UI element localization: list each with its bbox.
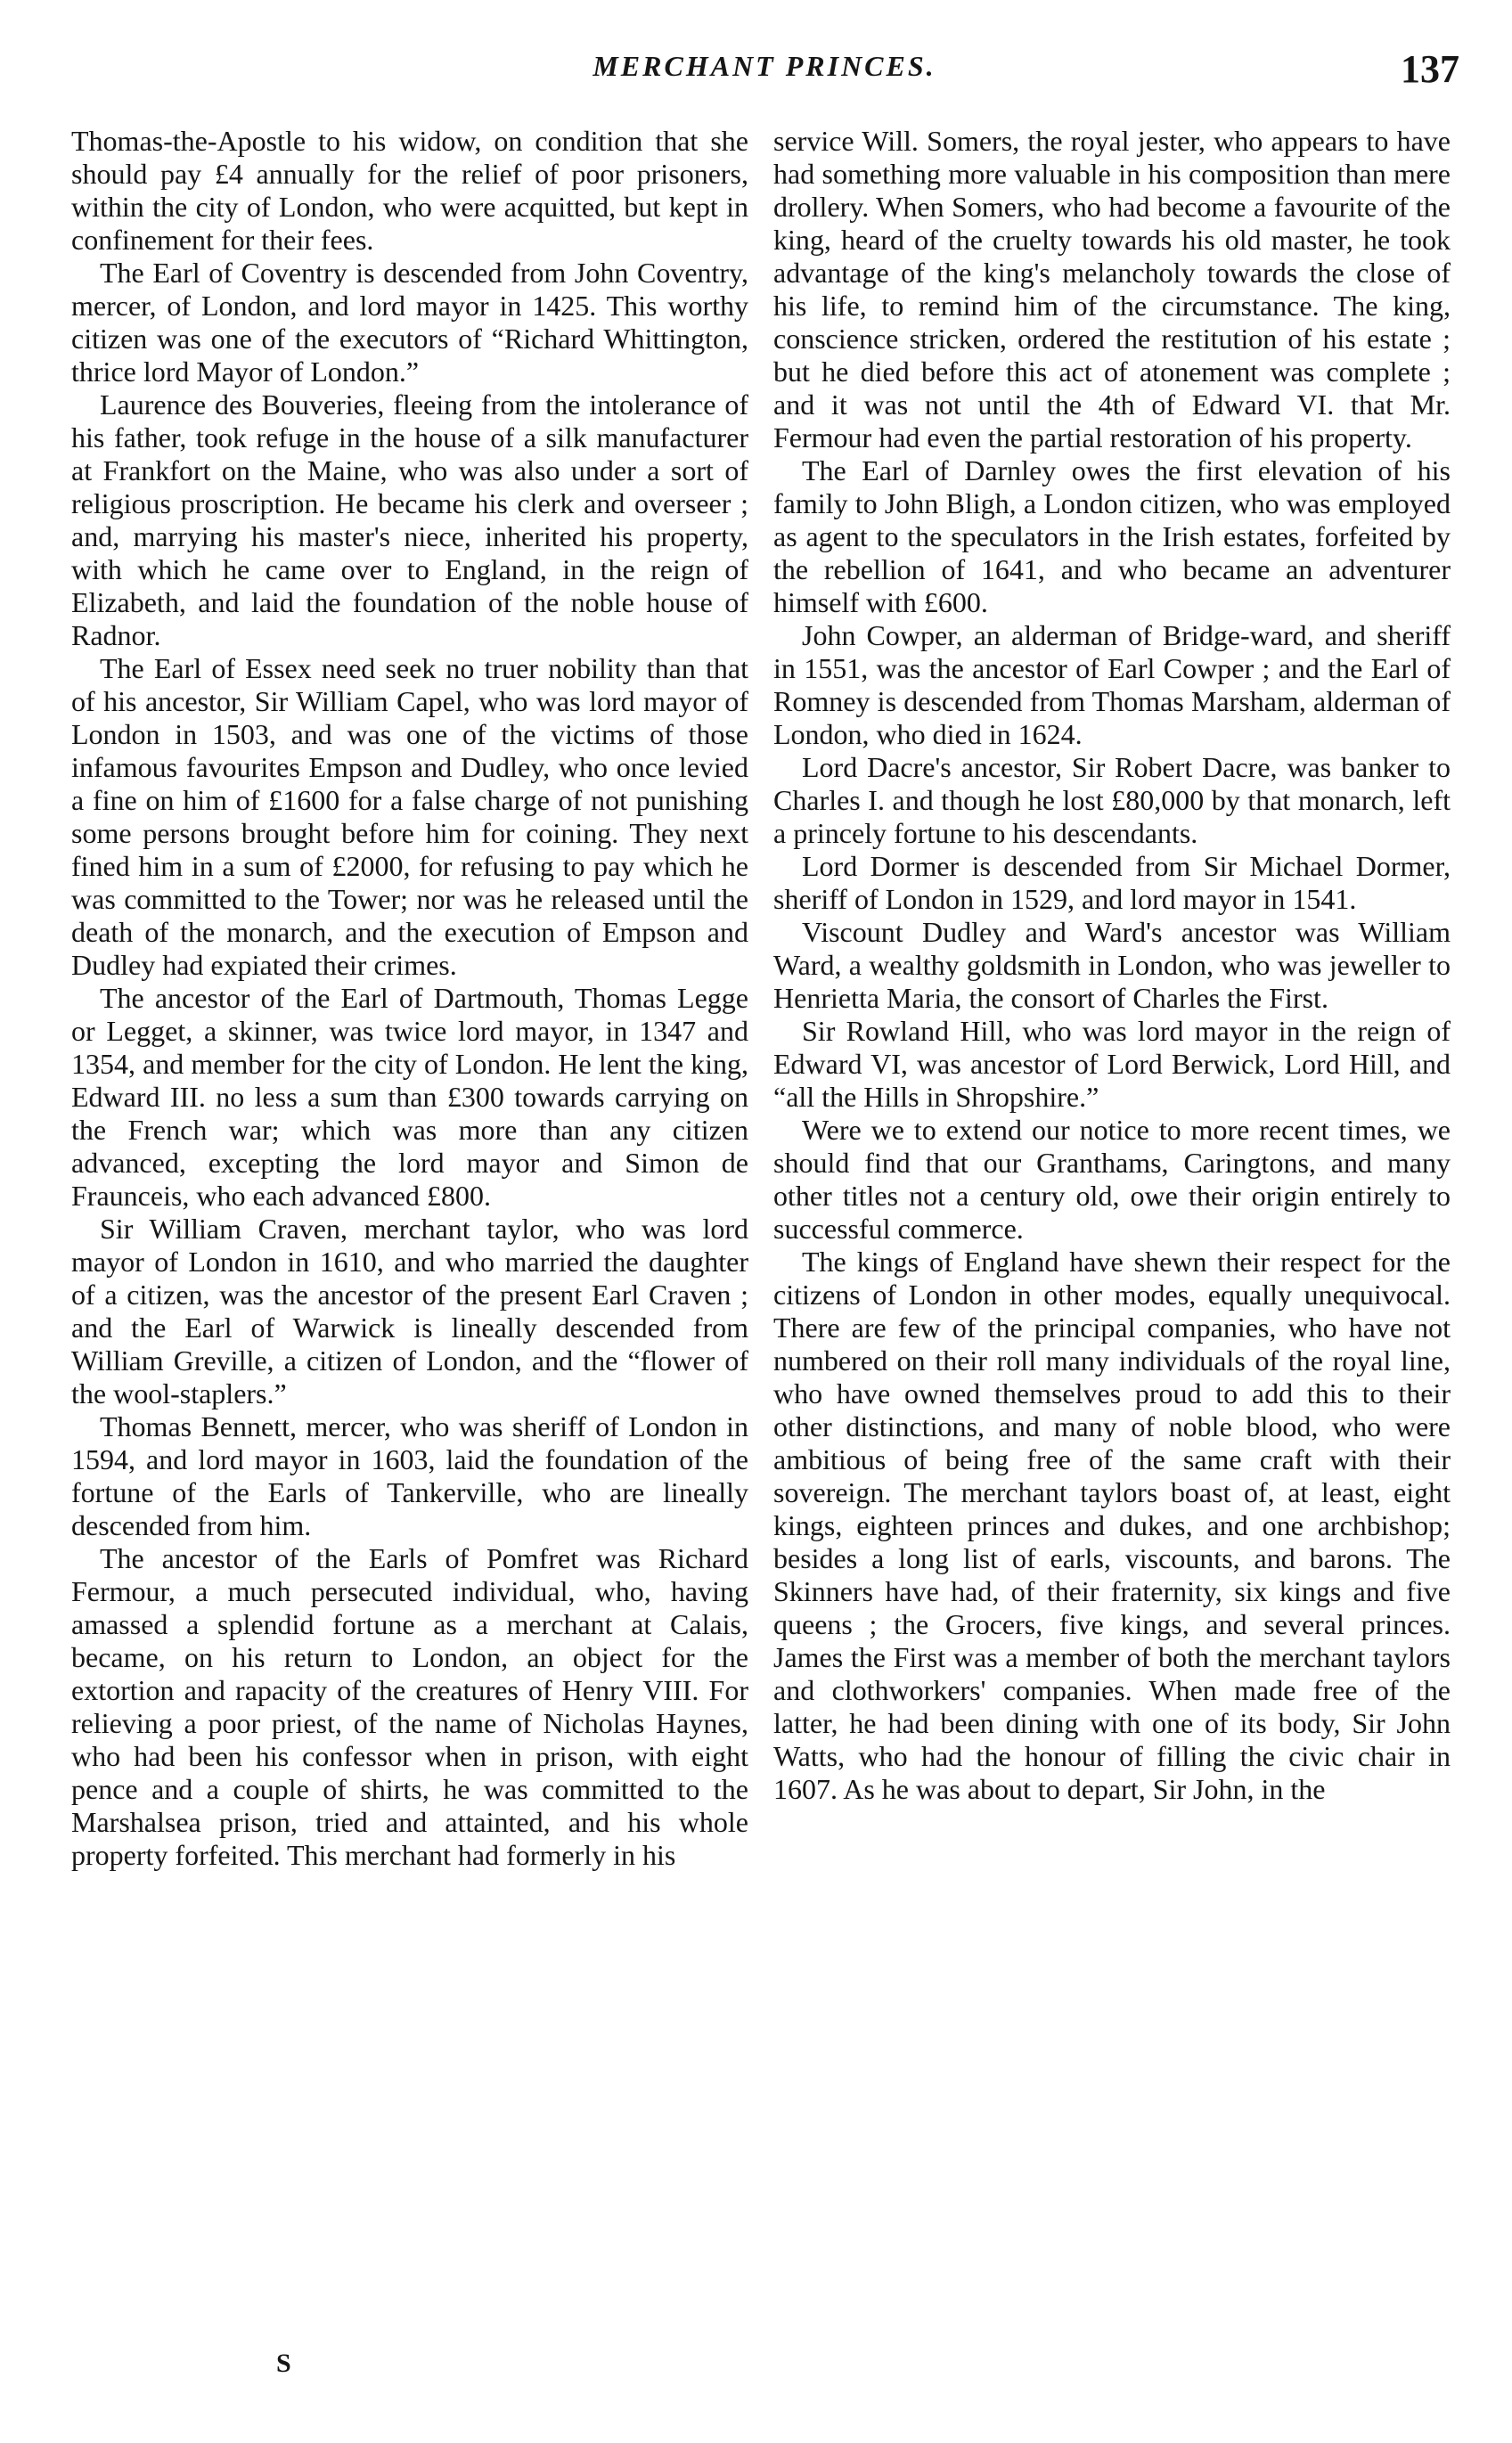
paragraph: Laurence des Bouveries, fleeing from the intolerance of his father, took refuge in the house of a silk manufacturer at Frankfort on the Maine, who was also under a sort of religious proscription. He became his clerk and overseer ; and, marrying his master's niece, inherited his property, with which he came over to England, in the reign of Elizabeth, and laid the foundation of the noble house of Radnor. [71, 388, 748, 651]
paragraph: Lord Dormer is descended from Sir Michael Dormer, sheriff of London in 1529, and lord mayor in 1541. [773, 850, 1451, 915]
paragraph: Lord Dacre's ancestor, Sir Robert Dacre, was banker to Charles I. and though he lost £80,000 by that monarch, left a princely fortune to his descendants. [773, 751, 1451, 849]
paragraph: The Earl of Darnley owes the first elevation of his family to John Bligh, a London citizen, who was employed as agent to the speculators in the Irish estates, forfeited by the rebellion of 1641, and who became an adventurer himself with £600. [773, 454, 1451, 618]
paragraph: The ancestor of the Earl of Dartmouth, Thomas Legge or Legget, a skinner, was twice lord mayor, in 1347 and 1354, and member for the city of London. He lent the king, Edward III. no less a sum than £300 towards carrying on the French war; which was more than any citizen advanced, excepting the lord mayor and Simon de Fraunceis, who each advanced £800. [71, 982, 748, 1212]
paragraph: Thomas-the-Apostle to his widow, on condition that she should pay £4 annually for the relief of poor prisoners, within the city of London, who were acquitted, but kept in confinement for their fees. [71, 125, 748, 256]
paragraph: John Cowper, an alderman of Bridge-ward, and sheriff in 1551, was the ancestor of Earl Cowper ; and the Earl of Romney is descended from Thomas Marsham, alderman of London, who died in 1624. [773, 619, 1451, 750]
paragraph: Sir William Craven, merchant taylor, who was lord mayor of London in 1610, and who married the daughter of a citizen, was the ancestor of the present Earl Craven ; and the Earl of Warwick is lineally descended from William Greville, a citizen of London, and the “flower of the wool-staplers.” [71, 1213, 748, 1409]
paragraph: Were we to extend our notice to more recent times, we should find that our Granthams, Caringtons, and many other titles not a century old, owe their origin entirely to successful commerce. [773, 1114, 1451, 1245]
paragraph: The ancestor of the Earls of Pomfret was Richard Fermour, a much persecuted individual, who, having amassed a splendid fortune as a merchant at Calais, became, on his return to London, an object for the extortion and rapacity of the creatures of Henry VIII. For relieving a poor priest, of the name of Nicholas Haynes, who had been his confessor when in prison, with eight pence and a couple of shirts, he was committed to the Marshalsea prison, tried and attainted, and his whole property forfeited. This merchant had formerly in his [71, 1542, 748, 1871]
paragraph: Viscount Dudley and Ward's ancestor was William Ward, a wealthy goldsmith in London, who was jeweller to Henrietta Maria, the consort of Charles the First. [773, 916, 1451, 1014]
paragraph: Thomas Bennett, mercer, who was sheriff of London in 1594, and lord mayor in 1603, laid the foundation of the fortune of the Earls of Tankerville, who are lineally descended from him. [71, 1410, 748, 1541]
paragraph: The Earl of Essex need seek no truer nobility than that of his ancestor, Sir William Capel, who was lord mayor of London in 1503, and was one of the victims of those infamous favourites Empson and Dudley, who once levied a fine on him of £1600 for a false charge of not punishing some persons brought before him for coining. They next fined him in a sum of £2000, for refusing to pay which he was committed to the Tower; nor was he released until the death of the monarch, and the execution of Empson and Dudley had expiated their crimes. [71, 652, 748, 981]
left-column [71, 125, 748, 2325]
page-header [69, 46, 1459, 109]
right-column [773, 125, 1451, 2325]
paragraph: Sir Rowland Hill, who was lord mayor in the reign of Edward VI, was ancestor of Lord Berwick, Lord Hill, and “all the Hills in Shropshire.” [773, 1015, 1451, 1113]
paragraph: service Will. Somers, the royal jester, who appears to have had something more valuable in his composition than mere drollery. When Somers, who had become a favourite of the king, heard of the cruelty towards his old master, he took advantage of the king's melancholy towards the close of his life, to remind him of the circumstance. The king, conscience stricken, ordered the restitution of his estate ; but he died before this act of atonement was complete ; and it was not until the 4th of Edward VI. that Mr. Fermour had even the partial restoration of his property. [773, 125, 1451, 453]
page-number: 137 [1401, 47, 1459, 91]
paragraph: The Earl of Coventry is descended from John Coventry, mercer, of London, and lord mayor in 1425. This worthy citizen was one of the executors of “Richard Whittington, thrice lord Mayor of London.” [71, 257, 748, 388]
running-title: MERCHANT PRINCES. [593, 50, 936, 82]
signature-mark: S [276, 2349, 291, 2378]
paragraph: The kings of England have shewn their respect for the citizens of London in other modes, equally unequivocal. There are few of the principal companies, who have not numbered on their roll many individuals of the royal line, who have owned themselves proud to add this to their other distinctions, and many of noble blood, who were ambitious of being free of the same craft with their sovereign. The merchant taylors boast of, at least, eight kings, eighteen princes and dukes, and one archbishop; besides a long list of earls, viscounts, and barons. The Skinners have had, of their fraternity, six kings and five queens ; the Grocers, five kings, and several princes. James the First was a member of both the merchant taylors and clothworkers' companies. When made free of the latter, he had been dining with one of its body, Sir John Watts, who had the honour of filling the civic chair in 1607. As he was about to depart, Sir John, in the [773, 1246, 1451, 1805]
